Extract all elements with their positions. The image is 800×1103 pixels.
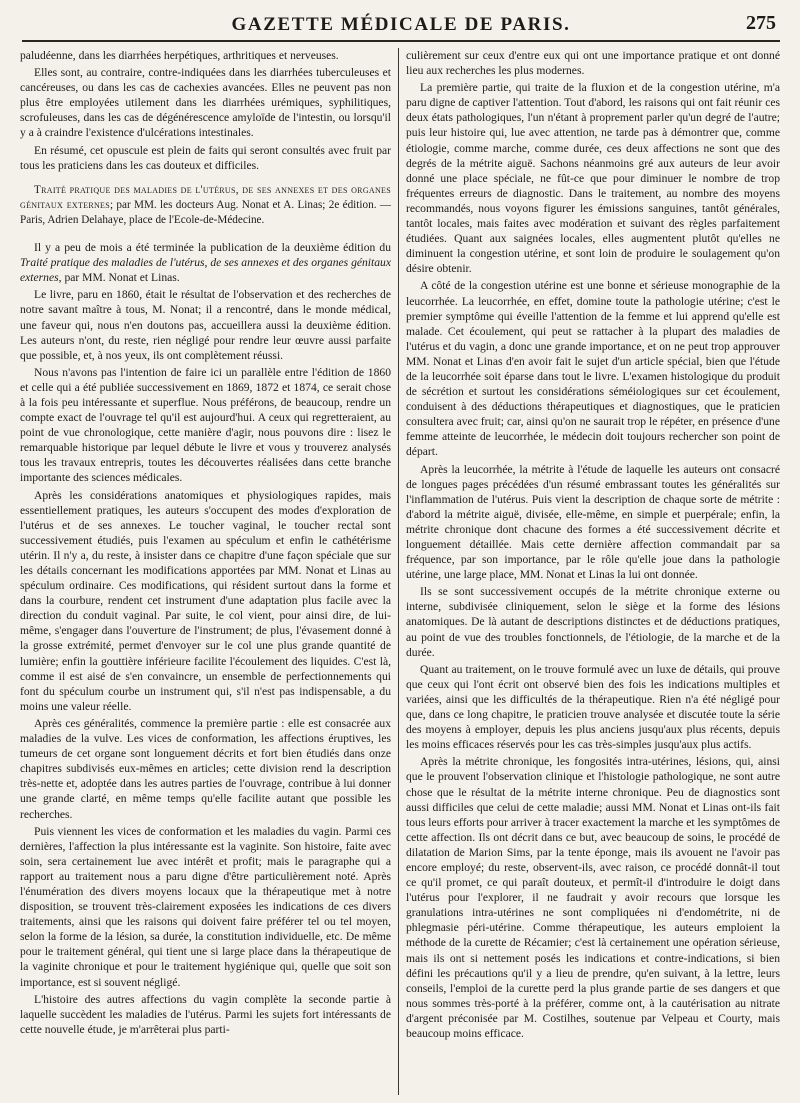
left-column <box>20 48 391 1097</box>
paragraph: Elles sont, au contraire, contre-indiquées dans les diarrhées tuberculeuses et cancéreuses, ou dans les cas de cachexies avancées. Elles ne peuvent pas non plus être employées utilement dans les diarrhées urémiques, syphilitiques, scrofuleuses, dans les cas de dégénérescence amyloïde de l'intestin, ou lorsqu'il y a à craindre l'existence d'ulcérations intestinales. <box>20 66 391 140</box>
paragraph: A côté de la congestion utérine est une bonne et sérieuse monographie de la leucorrhée. La leucorrhée, en effet, domine toute la pathologie utérine; c'est le premier symptôme qui éveille l'attention de la femme et lui apprend qu'elle est malade. Cet écoulement, qui peut se rattacher à la plupart des maladies de l'utérus et du vagin, a donc une grande importance, et on ne peut trop approuver MM. Nonat et Linas d'en avoir fait le sujet d'un article spécial, bien que l'étude de la leucorrhée soit éparse dans tout le livre. L'examen histologique du produit de sécrétion et surtout les considérations séméiologiques sur cet écoulement, conduisent à des déductions thérapeutiques et diagnostiques, que le praticien consultera avec fruit; car, ainsi qu'on ne saurait trop le répéter, en présence d'une femme atteinte de leucorrhée, le médecin doit toujours rechercher son point de départ. <box>406 279 780 459</box>
paragraph: Puis viennent les vices de conformation et les maladies du vagin. Parmi ces dernières, l'affection la plus intéressante est la vaginite. Son histoire, faite avec soin, sera certainement lue avec intérêt et profit; mais le paragraphe qui a rapport au traitement nous a paru digne d'être particulièrement noté. Après l'énumération des divers moyens locaux que la thérapeutique met à notre disposition, se trouvent très-clairement exposées les indications de ces divers traitements, ainsi que les raisons qui doivent faire préférer tel ou tel moyen, selon la forme de la lésion, sa durée, la constitution individuelle, etc. De même pour le traitement général, qui tient une si large place dans la thérapeutique de la vaginite chronique et pour le traitement hygiénique qui, quelle que soit son importance, est si souvent négligé. <box>20 824 391 989</box>
paragraph: Ils se sont successivement occupés de la métrite chronique externe ou interne, subdivisée cliniquement, selon le siège et la forme des lésions anatomiques. De là autant de descriptions distinctes et de déductions pratiques, au point de vue des troubles fonctionnels, de l'étiologie, de la marche et de la durée. <box>406 585 780 659</box>
book-review-heading <box>20 183 391 228</box>
text-run: , par MM. Nonat et Linas. <box>58 271 180 285</box>
paragraph: Après les considérations anatomiques et physiologiques rapides, mais essentiellement pratiques, les auteurs s'occupent des modes d'exploration de l'utérus et de ses annexes. Le toucher vaginal, le toucher rectal sont successivement étudiés, puis l'examen au spéculum et enfin le cathétérisme utérin. Il n'y a, du reste, à insister dans ce chapitre d'une façon spéciale que sur les détails concernant les modifications apportées par MM. Nonat et Linas au spéculum ordinaire. Ces modifications, qui résident surtout dans la forme et dans la courbure, rendent cet instrument d'une adaptation plus facile avec la direction du conduit vaginal. Par suite, le col vient, pour ainsi dire, de lui-même, s'engager dans l'ouverture de l'instrument; de plus, l'évasement donné à la grosse extrémité, permet d'envoyer sur le col une plus grande quantité de lumière; enfin la gouttière inférieure facilite l'écoulement des liquides. C'est là, comme il est aisé de s'en convaincre, un ensemble de perfectionnements qui font du spéculum courbe un instrument qui, s'il n'est pas indispensable, a du moins une valeur réelle. <box>20 488 391 713</box>
paragraph: paludéenne, dans les diarrhées herpétiques, arthritiques et nerveuses. <box>20 49 339 62</box>
journal-title: GAZETTE MÉDICALE DE PARIS. <box>231 14 571 35</box>
paragraph: En résumé, cet opuscule est plein de faits qui seront consultés avec fruit par tous les praticiens dans les cas douteux et difficiles. <box>20 143 391 172</box>
text-run: Il y a peu de mois a été terminée la publication de la deuxième édition du <box>34 241 391 255</box>
italic-title: Traité pratique des maladies de l'utérus, de ses annexes et des organes génitaux externes <box>20 256 391 285</box>
paragraph: Quant au traitement, on le trouve formulé avec un luxe de détails, qui prouve que ceux qui l'ont écrit ont observé bien des fois les indications multiples et variées, ainsi que les difficultés de la thérapeutique. Rien n'a été négligé pour que, dans ce long chapitre, le praticien trouve analysée et discutée toute la série des moyens à employer, depuis les plus anciens jusqu'aux plus récents, depuis les moins efficaces réservés pour les cas très-simples jusqu'aux plus actifs. <box>406 662 780 752</box>
paragraph: Après ces généralités, commence la première partie : elle est consacrée aux maladies de la vulve. Les vices de conformation, les affections éruptives, les tumeurs de cet organe sont longuement décrits et fort bien étudiés dans onze chapitres subdivisés eux-mêmes en articles; cette division rend la description très-nette et, adoptée dans les autres parties de l'ouvrage, contribue à lui donner une grande clarté, en même temps qu'elle facilite autant que possible les recherches. <box>20 716 391 821</box>
paragraph: L'histoire des autres affections du vagin complète la seconde partie à laquelle succèdent les maladies de l'utérus. Parmi les sujets fort intéressants de cette nouvelle étude, je m'arrêterai plus parti- <box>20 992 391 1036</box>
page-header <box>22 6 780 42</box>
right-column <box>406 48 780 1097</box>
page-number: 275 <box>746 12 776 34</box>
paragraph: Après la métrite chronique, les fongosités intra-utérines, lésions, qui, ainsi que le prouvent l'observation clinique et l'histologie pathologique, ne sont autre chose que le résultat de la métrite interne chronique. Peu de diagnostics sont aussi difficiles que celui de cette maladie; aussi MM. Nonat et Linas ont-ils fait tous leurs efforts pour arriver à tracer exactement la marche et les symptômes de cette affection. Ils ont décrit dans ce but, avec beaucoup de soins, le procédé de dilatation de Marion Sims, par la tente éponge, mais ils avouent ne l'avoir pas encore employé; du reste, observent-ils, avec raison, ce procédé donnât-il tout ce qu'il promet, ce qui paraît douteux, et permît-il d'introduire le doigt dans l'utérus pour l'explorer, il ne faudrait y avoir recours que lorsque les granulations intra-utérines ne sont compliquées ni d'endométrite, ni de phlegmasie péri-utérine. Comme thérapeutique, les auteurs emploient la méthode de la curette de Récamier; c'est là certainement une opération sérieuse, mais ils ont si nettement posés les indications et contre-indications, si bien défini les précautions qu'il y a lieu de prendre, qu'en suivant, à la lettre, leurs conseils, l'emploi de la curette perd la plus grande partie de ses dangers et que nous sommes très-porté à la préférer, comme ont, à la cautérisation au nitrate d'argent préconisée par M. Costilhes, soutenue par Velpeau et Courty, mais beaucoup moins efficace. <box>406 755 780 1040</box>
paragraph: Nous n'avons pas l'intention de faire ici un parallèle entre l'édition de 1860 et celle qui a été publiée successivement en 1869, 1872 et 1874, ce serait chose à la fois peu intéressante et superflue. Nous préférons, de beaucoup, rendre un compte exact de l'ouvrage tel qu'il est aujourd'hui. A ceux qui regretteraient, au point de vue chronologique, cette manière d'agir, nous pouvons dire : lisez le remarquable historique par lequel débute le livre et vous y trouverez analysés tous les travaux entrepris, toutes les découvertes réalisées dans cette branche importante des sciences médicales. <box>20 365 391 485</box>
book-title: Traité pratique des maladies de l'utérus, de ses annexes et des organes génitaux externes <box>20 183 391 211</box>
paragraph: La première partie, qui traite de la fluxion et de la congestion utérine, m'a paru digne de captiver l'attention. Tout d'abord, les raisons qui ont fait réunir ces deux états pathologiques, l'un n'étant à proprement parler qu'un degré de l'autre; puis leur histoire qui, lue avec attention, ne tarde pas à démontrer que, comme étiologie, comme marche, comme durée, ces deux affections ne sont que des degrés de la métrite aiguë. Sachons néanmoins gré aux auteurs de leur avoir donné une place spéciale, ne fût-ce que pour diminuer le nombre de trop fréquentes erreurs de diagnostic. Dans le traitement, au nombre des moyens recommandés, nous voyons figurer les émissions sanguines, tantôt générales, tantôt locales, mais faites avec modération et suivant des règles parfaitement étudiées. Quant aux saignées locales, elles augmentent plutôt qu'elles ne diminuent la congestion utérine, et sont loin de produire le soulagement qu'on désire obtenir. <box>406 81 780 276</box>
paragraph: Le livre, paru en 1860, était le résultat de l'observation et des recherches de notre savant maître à tous, M. Nonat; il a rencontré, dans le monde médical, une faveur qui, nous n'en doutons pas, accueillera aussi la deuxième édition. Les auteurs n'ont, du reste, rien négligé pour rendre leur œuvre aussi parfaite que possible, et, à nos yeux, ils ont complètement réussi. <box>20 288 391 362</box>
column-divider <box>398 48 399 1095</box>
paragraph <box>20 240 391 285</box>
book-details: ; par MM. les docteurs Aug. Nonat et A. Linas; 2e édition. — Paris, Adrien Delahaye, place de l'Ecole-de-Médecine. <box>20 198 391 226</box>
paragraph: Après la leucorrhée, la métrite à l'étude de laquelle les auteurs ont consacré de longues pages précédées d'un résumé embrassant toutes les généralités sur l'inflammation de l'utérus. Puis vient la description de chaque sorte de métrite : d'abord la métrite aiguë, divisée, elle-même, en simple et puerpérale; enfin, la métrite chronique dont chacune des formes a été successivement décrite et longuement détaillée. Mais cette dernière affection commandait par sa fréquence, par son importance, par le rôle qu'elle joue dans la pathologie utérine, une large place, MM. Nonat et Linas la lui ont donnée. <box>406 462 780 582</box>
paragraph: culièrement sur ceux d'entre eux qui ont une importance pratique et ont donné lieu aux recherches les plus modernes. <box>406 49 780 78</box>
